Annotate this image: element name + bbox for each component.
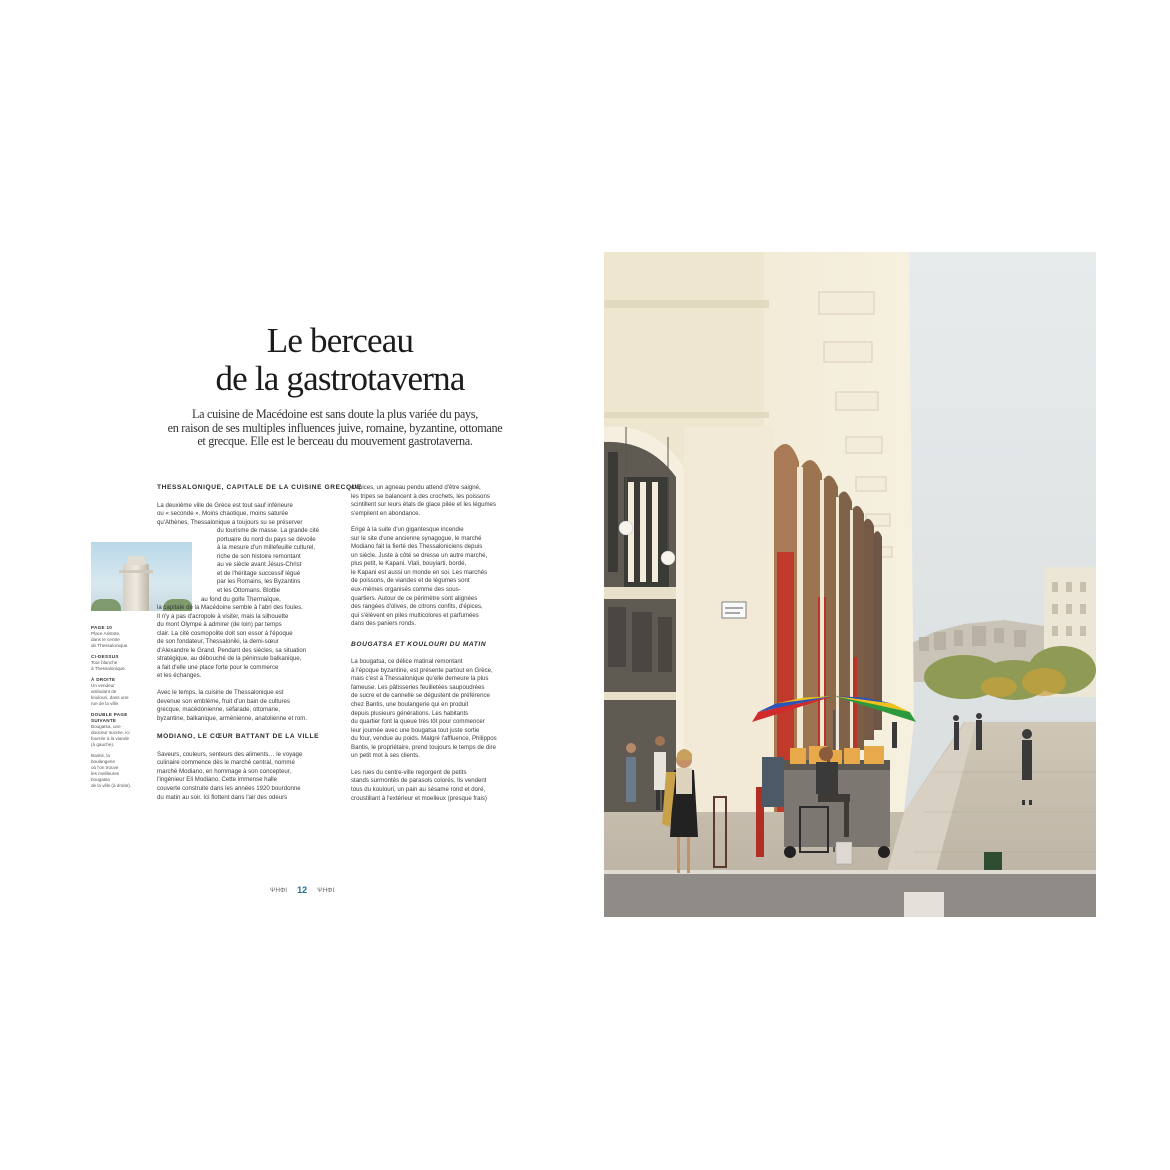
caption-line: douceur sucrée, ici bbox=[91, 730, 130, 735]
text-line: l'ingénieur Eli Modiano. Cette immense halle bbox=[157, 776, 278, 784]
caption-line: ambulant de bbox=[91, 689, 117, 694]
caption-line: rue de la ville. bbox=[91, 701, 120, 706]
paragraph bbox=[351, 484, 534, 518]
title-line: de la gastrotaverna bbox=[215, 359, 465, 398]
text-line: stratégique, au débouché de la péninsule balkanique, bbox=[157, 655, 302, 663]
caption-line: Un vendeur bbox=[91, 683, 115, 688]
caption-text bbox=[91, 660, 153, 672]
text-line: du tourisme de masse. La grande cité bbox=[217, 527, 319, 535]
lead-line: et grecque. Elle est le berceau du mouvement gastrotaverna. bbox=[197, 434, 473, 449]
lead-line: La cuisine de Macédoine est sans doute la plus variée du pays, bbox=[192, 407, 478, 421]
text-line: de poissons, de viandes et de légumes sont bbox=[351, 577, 470, 585]
caption-line: Bantis, la bbox=[91, 753, 110, 758]
caption-label: À DROITE bbox=[91, 677, 116, 682]
text-line: d'Alexandre le Grand. Pendant des siècles, sa situation bbox=[157, 646, 307, 654]
caption-line: Place Aristote, bbox=[91, 631, 121, 636]
text-line: ou « seconde ». Moins chaotique, moins saturée bbox=[157, 510, 289, 518]
section-heading: THESSALONIQUE, CAPITALE DE LA CUISINE GRECQUE bbox=[157, 484, 363, 491]
text-line: La deuxième ville de Grèce est tout sauf inférieure bbox=[157, 501, 293, 509]
text-line: au fond du golfe Thermaïque, bbox=[201, 595, 281, 603]
text-line: a fait d'elle une place forte pour le commerce bbox=[157, 663, 279, 671]
text-line: stands surmontés de parasols colorés. Ils vendent bbox=[351, 777, 487, 785]
paragraph bbox=[351, 769, 534, 803]
text-line: fameuse. Les pâtisseries feuilletées saupoudrées bbox=[351, 683, 485, 691]
caption-line: Tour blanche bbox=[91, 660, 118, 665]
text-column-2 bbox=[351, 484, 534, 811]
text-line: chez Bantis, une boulangerie qui en produit bbox=[351, 701, 469, 709]
text-line: culinaire commence dès le marché central, nommé bbox=[157, 759, 295, 767]
text-line: leur journée avec une bougatsa tout juste sortie bbox=[351, 726, 480, 734]
tower-shape bbox=[123, 564, 149, 611]
text-line: croustillant à l'extérieur et moelleux (presque frais) bbox=[351, 794, 487, 802]
text-line: du matin au soir. Ici flottent dans l'air des odeurs bbox=[157, 793, 288, 801]
caption-line: fourrée à la viande bbox=[91, 736, 130, 741]
text-line: clair. La cité cosmopolite doit son essor à l'époque bbox=[157, 629, 293, 637]
text-line: mais c'est à Thessalonique qu'elle demeure la plus bbox=[351, 675, 489, 683]
text-line: devenue son emblème, fruit d'un bain de cultures bbox=[157, 697, 290, 705]
text-line: les tripes se balancent à des crochets, les poissons bbox=[351, 492, 490, 500]
text-line: Les rues du centre-ville regorgent de petits bbox=[351, 768, 467, 776]
text-line: portuaire du nord du pays se dévoile bbox=[217, 535, 316, 543]
text-line: qui s'élèvent en piles multicolores et parfumées bbox=[351, 611, 479, 619]
title-line: Le berceau bbox=[266, 321, 414, 360]
caption-label: DOUBLE PAGE SUIVANTE bbox=[91, 712, 128, 723]
text-line: La bougatsa, ce délice matinal remontant bbox=[351, 658, 463, 666]
article-title bbox=[140, 322, 540, 398]
text-line: marché Modiano, en hommage à son concepteur, bbox=[157, 767, 292, 775]
text-line: à la mesure d'un millefeuille culturel, bbox=[217, 544, 316, 552]
section-heading: MODIANO, LE CŒUR BATTANT DE LA VILLE bbox=[157, 733, 320, 741]
text-line: eux-mêmes organisés comme des sous- bbox=[351, 586, 461, 594]
caption-text bbox=[91, 753, 153, 789]
caption-line: (à gauche). bbox=[91, 742, 115, 747]
text-line: Il n'y a pas d'acropole à visiter, mais la silhouette bbox=[157, 612, 289, 620]
page-folio bbox=[270, 885, 370, 895]
paragraph bbox=[157, 689, 340, 723]
text-line: sur le site d'une ancienne synagogue, le marché bbox=[351, 534, 482, 542]
text-line: de son fondateur, Thessaloniki, la demi-sœur bbox=[157, 638, 279, 646]
text-line: un siècle. Juste à côté se dresse un autre marché, bbox=[351, 551, 488, 559]
caption-line: où l'on trouve bbox=[91, 765, 119, 770]
caption-line: de Thessalonique. bbox=[91, 643, 129, 648]
caption-line: dans le centre bbox=[91, 637, 120, 642]
text-line: scintillent sur leurs étals de glace pilée et les légumes bbox=[351, 501, 496, 509]
paragraph bbox=[157, 502, 340, 681]
text-line: par les Romains, les Byzantins bbox=[217, 578, 301, 586]
caption-label: PAGE 10 bbox=[91, 625, 113, 630]
text-line: plus petit, le Kapani. Vlali, bouyiarti, bordé, bbox=[351, 560, 467, 568]
folio-right: ΨΗΦΙ bbox=[317, 886, 335, 894]
caption-text bbox=[91, 631, 153, 649]
text-line: Érigé à la suite d'un gigantesque incendie bbox=[351, 526, 464, 534]
text-line: byzantine, balkanique, arménienne, anatolienne et rom. bbox=[157, 714, 308, 722]
caption-line: Bougatsa, une bbox=[91, 724, 121, 729]
text-line: Avec le temps, la cuisine de Thessalonique est bbox=[157, 689, 284, 697]
text-line: la capitale de la Macédoine semble à l'abri des foules. bbox=[157, 604, 303, 612]
text-line: quartiers. Autour de ce périmètre sont alignées bbox=[351, 594, 478, 602]
text-line: qu'Athènes, Thessalonique a toujours su se préserver bbox=[157, 518, 303, 526]
text-column-1 bbox=[157, 484, 363, 810]
paragraph bbox=[157, 751, 340, 802]
paragraph bbox=[351, 526, 534, 629]
caption-text bbox=[91, 724, 153, 748]
paragraph bbox=[351, 658, 534, 761]
text-line: grecque, macédonienne, séfarade, ottomane, bbox=[157, 706, 280, 714]
photo-captions bbox=[91, 620, 153, 789]
caption-line: bougatsa bbox=[91, 777, 110, 782]
text-line: à l'époque byzantine, est présente partout en Grèce, bbox=[351, 666, 493, 674]
caption-line: koulouri, dans une bbox=[91, 695, 129, 700]
text-line: un petit mot à ses clients. bbox=[351, 752, 420, 760]
street-photo bbox=[604, 252, 1096, 917]
text-line: Modiano fait la fierté des Thessaloniciens depuis bbox=[351, 543, 483, 551]
text-line: depuis plusieurs générations. Les habitants bbox=[351, 709, 469, 717]
caption-line: boulangerie bbox=[91, 759, 116, 764]
text-line: dans des paniers ronds. bbox=[351, 620, 417, 628]
lead-line: en raison de ses multiples influences juive, romaine, byzantine, ottomane bbox=[167, 420, 503, 435]
text-line: et les échanges. bbox=[157, 672, 202, 680]
caption-line: de la ville (à droite). bbox=[91, 783, 132, 788]
text-line: du mont Olympe à admirer (de loin) par temps bbox=[157, 621, 282, 629]
text-line: Bantis, le propriétaire, prend toujours le temps de dire bbox=[351, 743, 496, 751]
text-line: de sucre et de cannelle se dégustent de préférence bbox=[351, 692, 490, 700]
folio-left: ΨΗΦΙ bbox=[270, 886, 288, 894]
text-line: Saveurs, couleurs, senteurs des aliments… le voyage bbox=[157, 750, 303, 758]
text-line: riche de son histoire remontant bbox=[217, 552, 301, 560]
text-line: tous du koulouri, un pain au sésame rond et doré, bbox=[351, 785, 486, 793]
caption-text bbox=[91, 683, 153, 707]
text-line: s'empilent en abondance. bbox=[351, 509, 421, 517]
text-line: du quartier font la queue très tôt pour commencer bbox=[351, 718, 485, 726]
street-scene-illustration bbox=[604, 252, 1096, 917]
text-line: d'épices, un agneau pendu attend d'être saigné, bbox=[351, 484, 481, 491]
text-line: du four, vendue au poids. Malgré l'affluence, Philippos bbox=[351, 735, 497, 743]
caption-label: CI-DESSUS bbox=[91, 654, 119, 659]
text-line: et les Ottomans. Blottie bbox=[217, 587, 280, 595]
text-line: le Kapani est aussi un monde en soi. Les marchés bbox=[351, 568, 488, 576]
text-line: des rangées d'olives, de citrons confits, d'épices, bbox=[351, 603, 483, 611]
text-line: et de l'héritage successif légué bbox=[217, 569, 301, 577]
text-line: au ve siècle avant Jésus-Christ bbox=[217, 561, 302, 569]
text-line: couverte construite dans les années 1920 bourdonne bbox=[157, 784, 301, 792]
article-lead bbox=[120, 408, 550, 449]
section-heading: BOUGATSA ET KOULOURI DU MATIN bbox=[351, 640, 487, 648]
page-number: 12 bbox=[297, 885, 308, 895]
caption-line: les meilleures bbox=[91, 771, 120, 776]
caption-line: à Thessalonique. bbox=[91, 666, 126, 671]
